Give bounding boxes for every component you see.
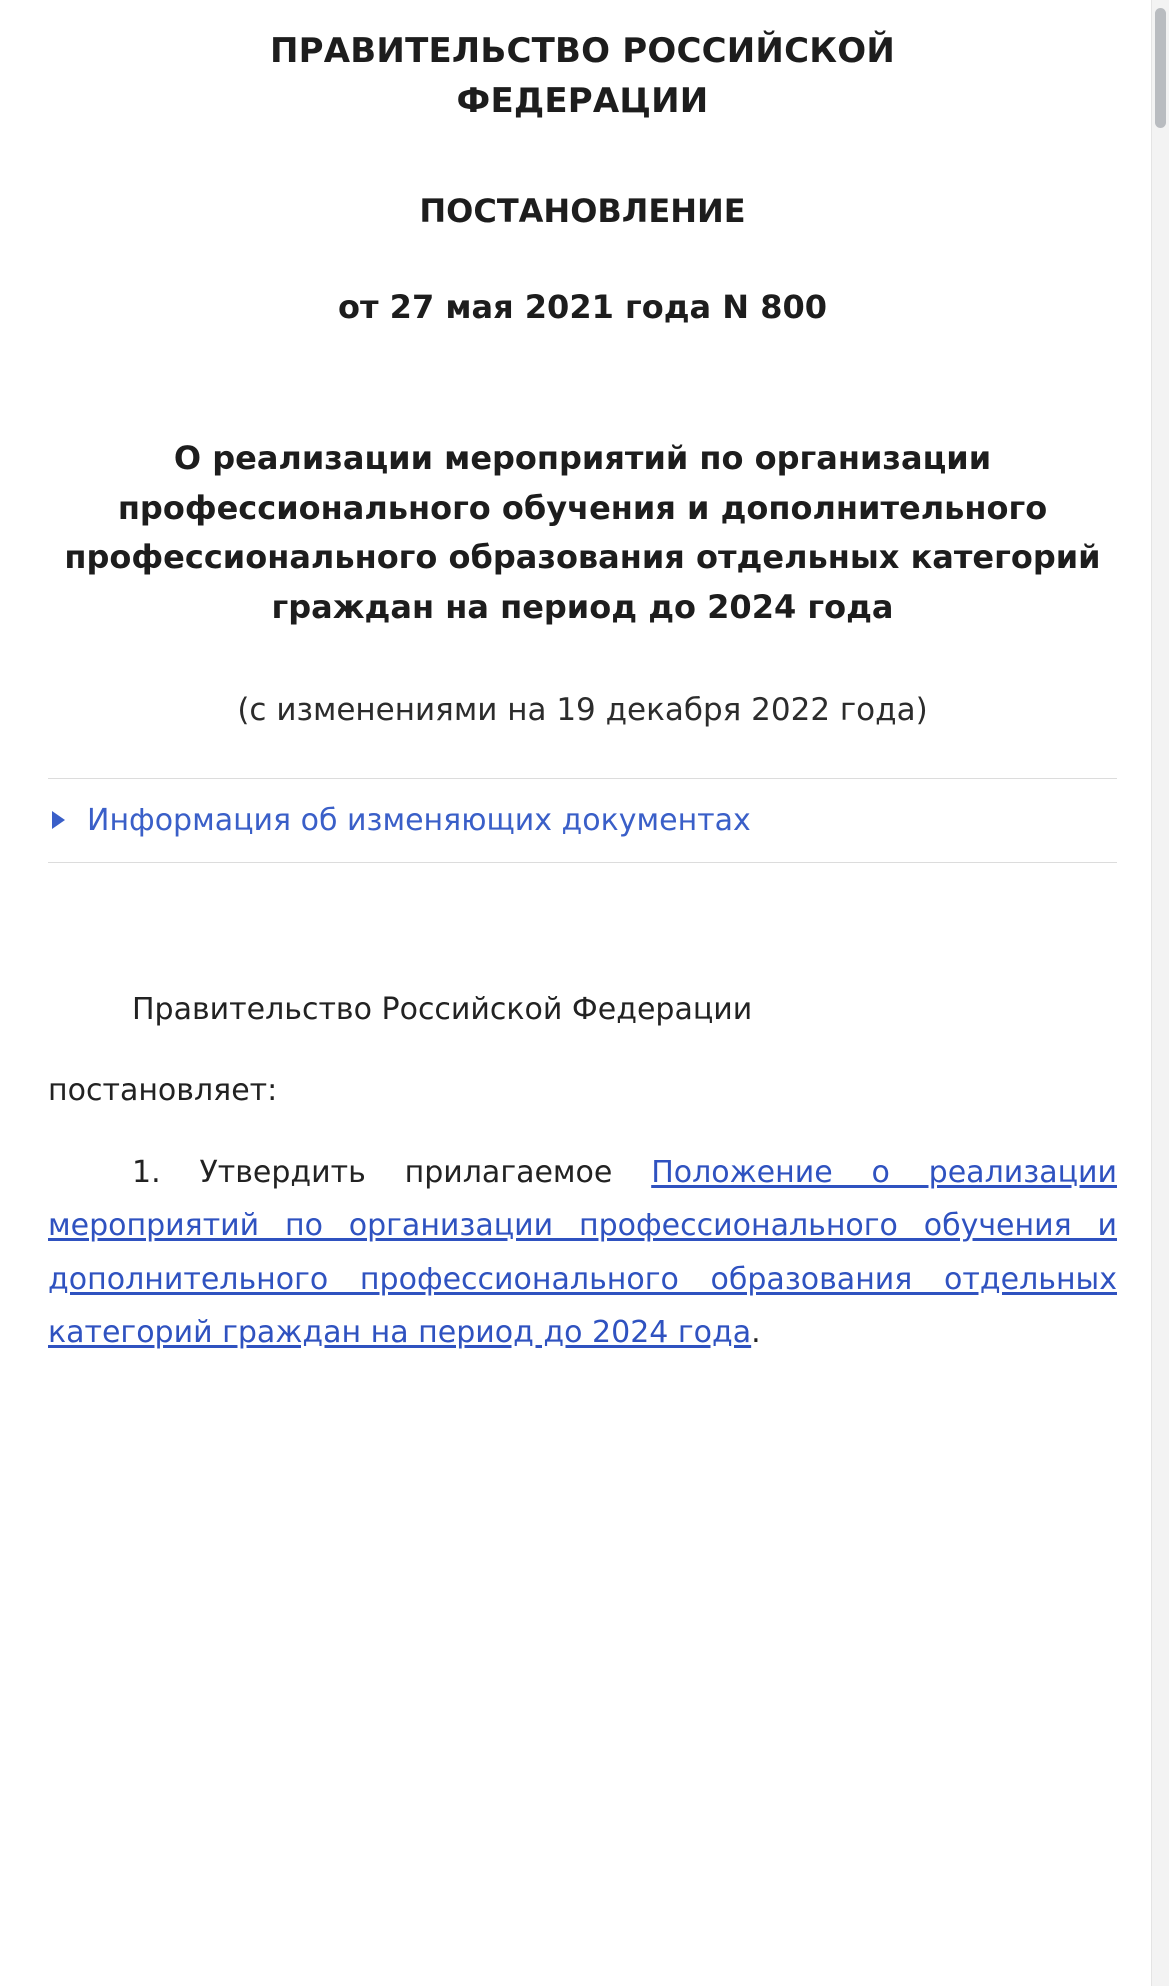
document-type: ПОСТАНОВЛЕНИЕ [419, 191, 746, 230]
clause-1-period: . [751, 1314, 761, 1350]
paragraph-clause-1 [48, 1146, 1117, 1360]
document-header [48, 26, 1117, 732]
triangle-right-icon[interactable] [52, 811, 65, 829]
clause-1-document-link[interactable]: Положение о реализации мероприятий по организации профессионального обучения и дополнительного профессионального образования отдельных категорий граждан на период до 2024 года [48, 1154, 1117, 1350]
government-title: ПРАВИТЕЛЬСТВО РОССИЙСКОЙ ФЕДЕРАЦИИ [270, 31, 895, 122]
amending-documents-row[interactable] [48, 778, 1117, 863]
paragraph-intro-2: постановляет: [48, 1073, 278, 1109]
document-date-number: от 27 мая 2021 года N 800 [338, 288, 827, 327]
amendments-note: (с изменениями на 19 декабря 2022 года) [237, 691, 928, 728]
document-subject-title: О реализации мероприятий по организации профессионального обучения и дополнительного профессионального образования отдельных категорий граждан на период до 2024 года [64, 439, 1101, 626]
paragraph-intro-1: Правительство Российской Федерации [132, 991, 753, 1027]
document-body [48, 983, 1117, 1359]
clause-1-text: 1. Утвердить прилагаемое [132, 1154, 652, 1190]
scrollbar-thumb[interactable] [1155, 8, 1166, 128]
amending-documents-link[interactable]: Информация об изменяющих документах [87, 802, 751, 838]
vertical-scrollbar[interactable] [1151, 0, 1169, 1986]
